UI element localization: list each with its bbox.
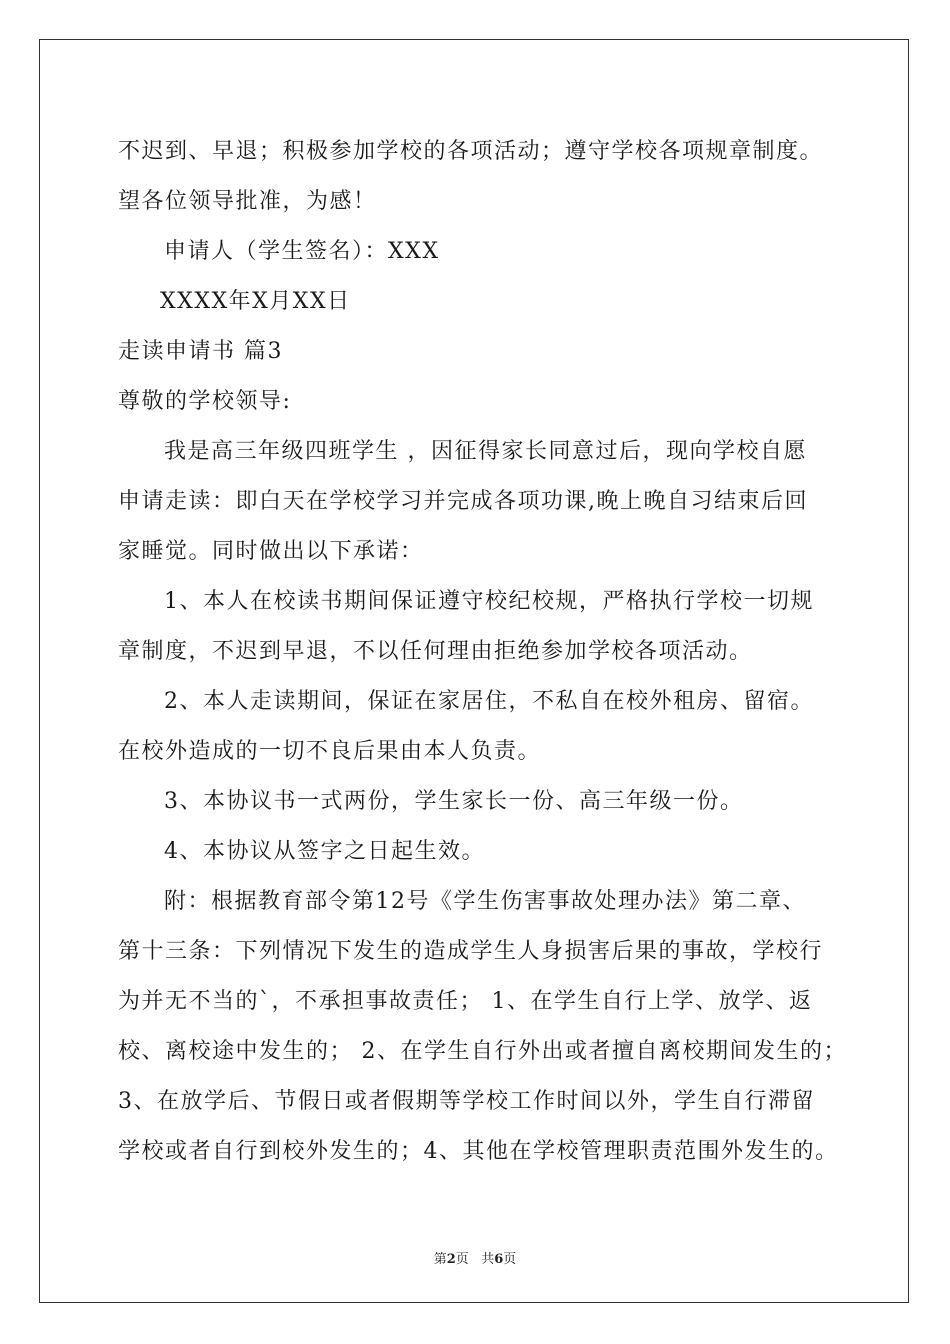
appendix-line-2: 第十三条：下列情况下发生的造成学生人身损害后果的事故，学校行 bbox=[118, 939, 824, 964]
section-heading: 走读申请书 篇3 bbox=[118, 339, 283, 364]
text-line-7: 我是高三年级四班学生 ，因征得家长同意过后，现向学校自愿 bbox=[164, 439, 807, 464]
pledge-2-line-1: 2、本人走读期间，保证在家居住，不私自在校外租房、留宿。 bbox=[164, 689, 814, 714]
text-line-1: 不迟到、早退；积极参加学校的各项活动；遵守学校各项规章制度。 bbox=[118, 139, 824, 164]
appendix-line-3: 为并无不当的`，不承担事故责任； 1、在学生自行上学、放学、返 bbox=[118, 989, 813, 1014]
applicant-signature: 申请人（学生签名）：XXX bbox=[164, 239, 440, 264]
page-footer bbox=[0, 1248, 950, 1267]
pledge-1-line-1: 1、本人在校读书期间保证遵守校纪校规，严格执行学校一切规 bbox=[164, 589, 814, 614]
footer-prefix: 第 bbox=[433, 1252, 447, 1267]
footer-page-suffix: 页 bbox=[455, 1252, 469, 1267]
total-page-count: 6 bbox=[494, 1252, 504, 1267]
text-line-2: 望各位领导批准，为感！ bbox=[118, 189, 377, 214]
footer-total-suffix: 页 bbox=[503, 1252, 517, 1267]
document-body bbox=[118, 127, 847, 1177]
date-line: XXXX年X月XX日 bbox=[160, 289, 351, 314]
footer-total-prefix: 共 bbox=[481, 1252, 495, 1267]
appendix-line-5: 3、在放学后、节假日或者假期等学校工作时间以外，学生自行滞留 bbox=[118, 1089, 815, 1114]
appendix-line-4: 校、离校途中发生的； 2、在学生自行外出或者擅自离校期间发生的； bbox=[118, 1039, 847, 1064]
pledge-1-line-2: 章制度，不迟到早退，不以任何理由拒绝参加学校各项活动。 bbox=[118, 639, 753, 664]
pledge-3: 3、本协议书一式两份，学生家长一份、高三年级一份。 bbox=[164, 789, 744, 814]
appendix-line-1: 附：根据教育部令第12号《学生伤害事故处理办法》第二章、 bbox=[164, 889, 806, 914]
text-line-8: 申请走读：即白天在学校学习并完成各项功课,晚上晚自习结束后回 bbox=[118, 489, 808, 514]
current-page-number: 2 bbox=[446, 1252, 456, 1267]
text-line-9: 家睡觉。同时做出以下承诺： bbox=[118, 539, 424, 564]
pledge-4: 4、本协议从签字之日起生效。 bbox=[164, 839, 485, 864]
salutation: 尊敬的学校领导: bbox=[118, 389, 292, 414]
pledge-2-line-2: 在校外造成的一切不良后果由本人负责。 bbox=[118, 739, 542, 764]
appendix-line-6: 学校或者自行到校外发生的；4、其他在学校管理职责范围外发生的。 bbox=[118, 1139, 839, 1164]
